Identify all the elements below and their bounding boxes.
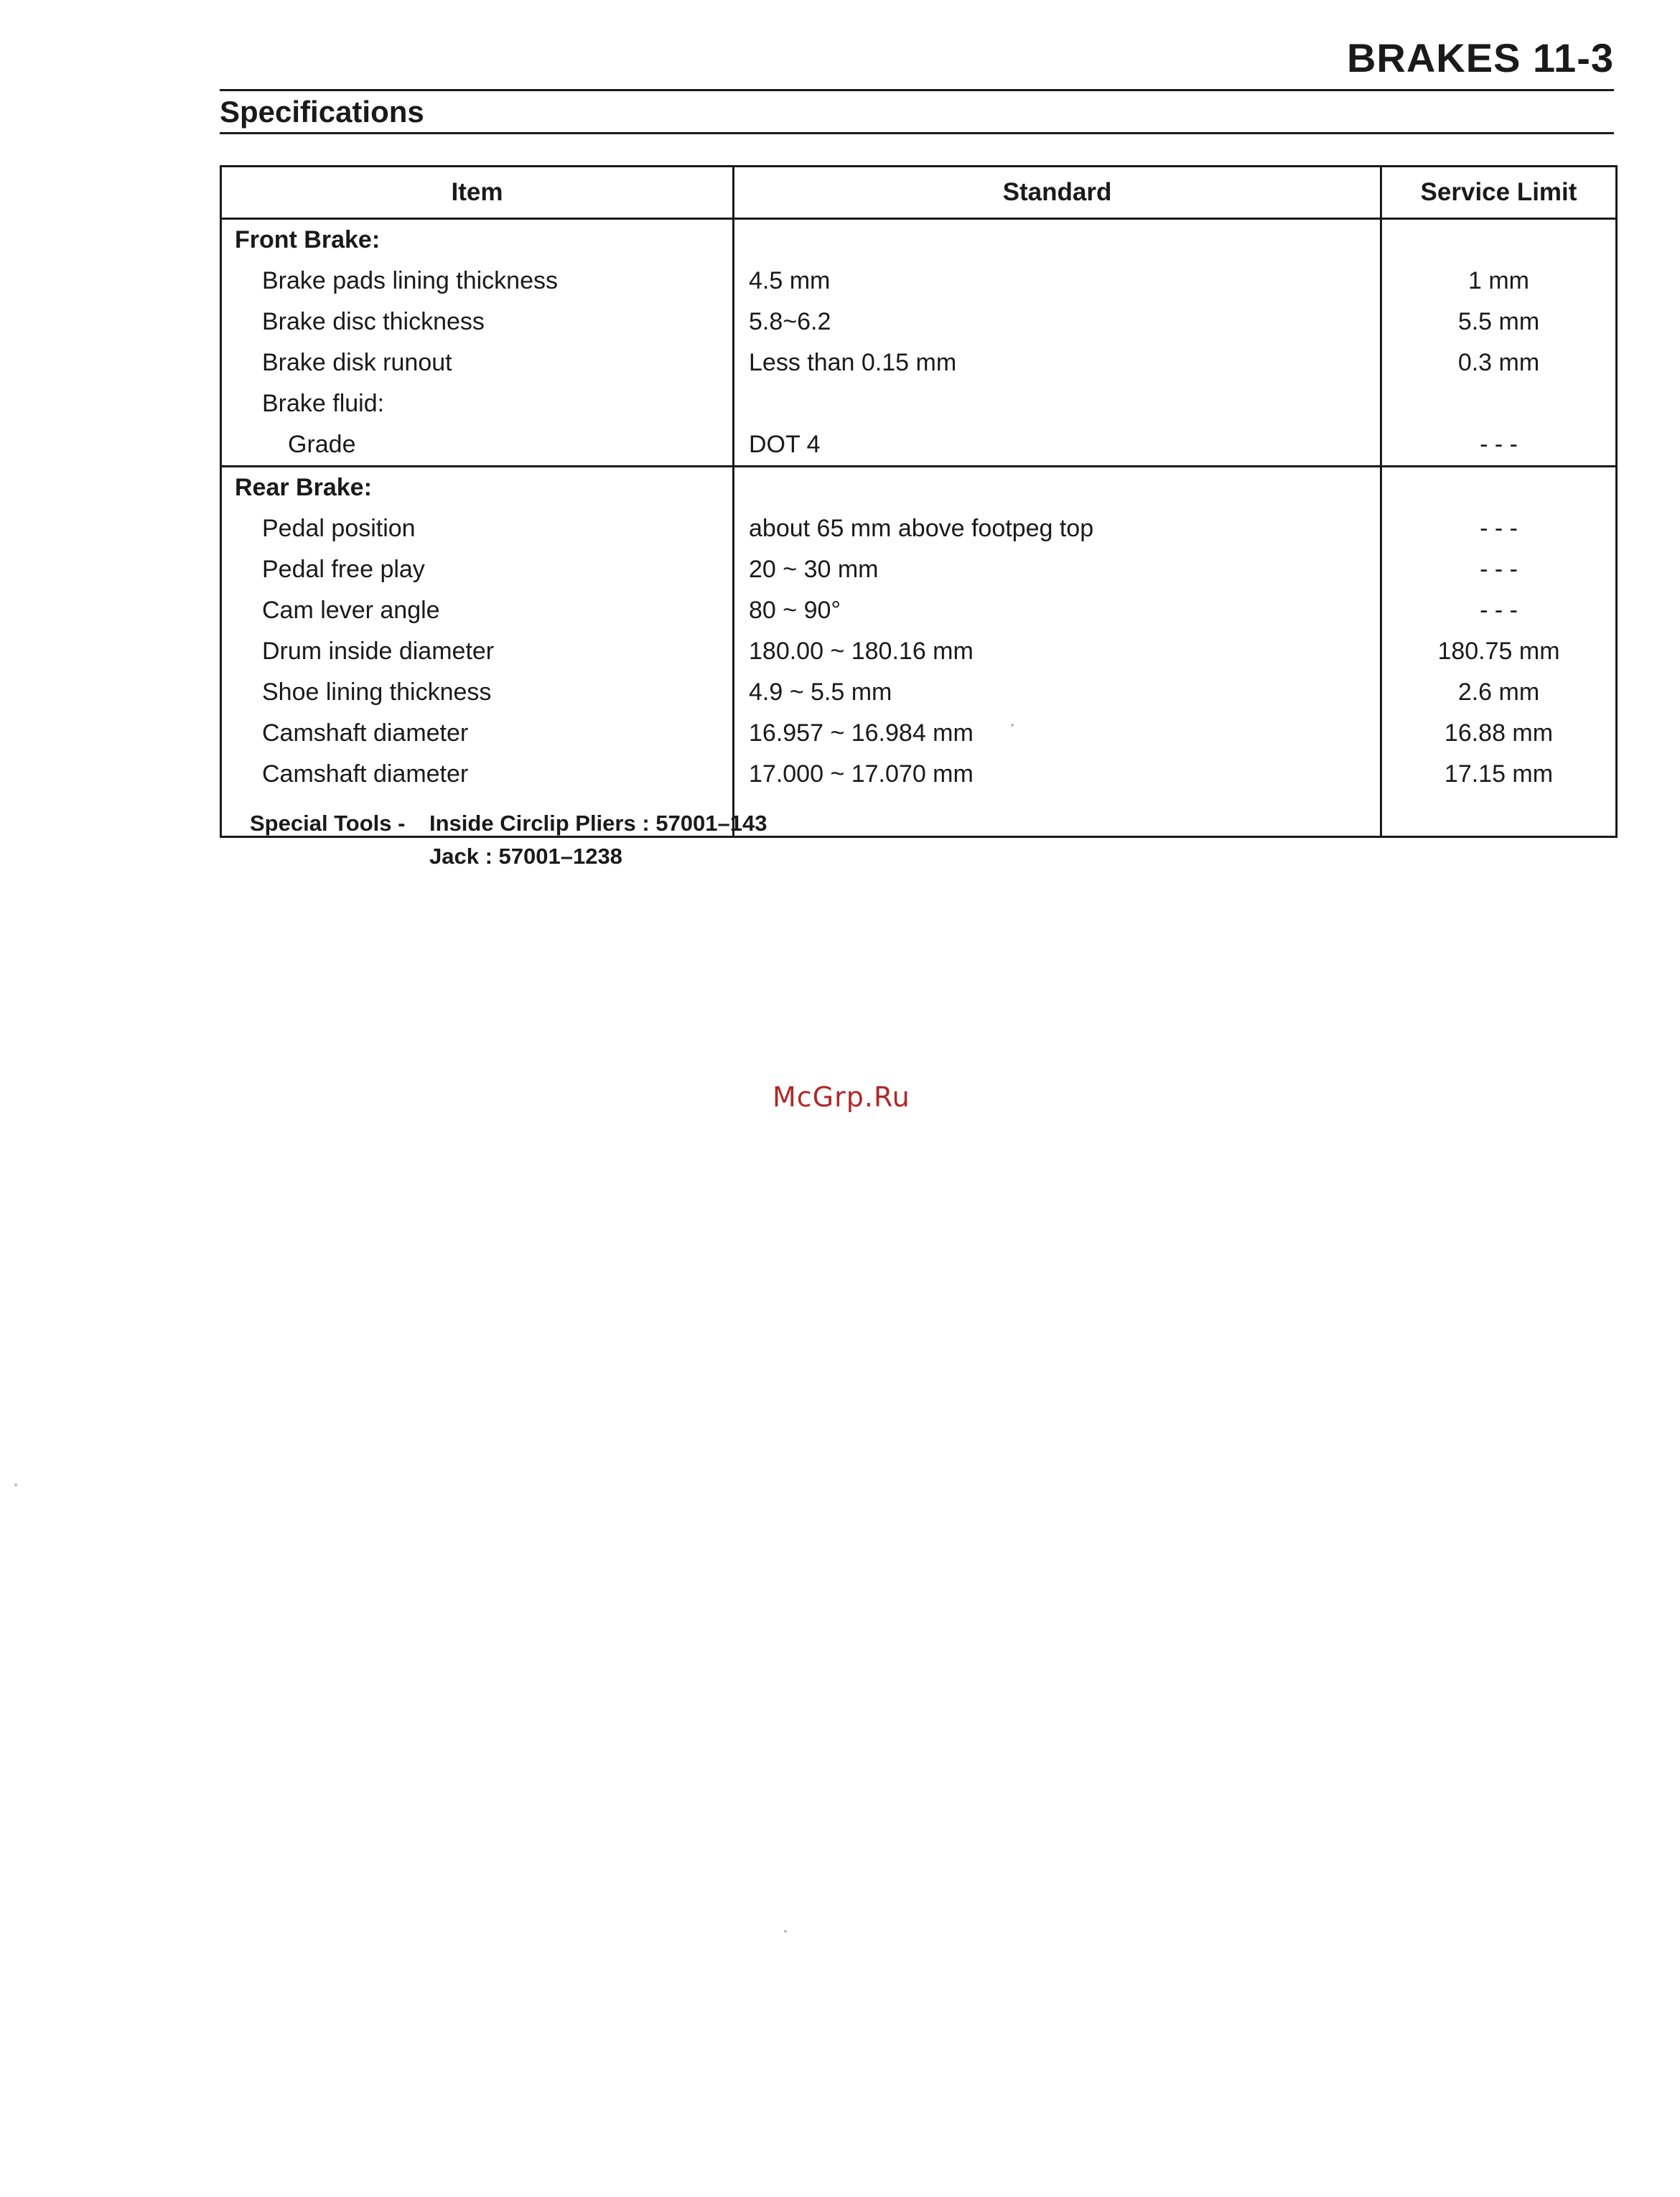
scan-speck <box>14 1483 17 1486</box>
row-standard: 17.000 ~ 17.070 mm <box>734 754 1381 795</box>
row-standard: about 65 mm above footpeg top <box>734 508 1381 549</box>
group-title-rear-brake: Rear Brake: <box>221 467 734 509</box>
row-item: Pedal free play <box>221 549 734 590</box>
row-service-limit: - - - <box>1381 590 1617 631</box>
row-standard: 5.8~6.2 <box>734 302 1381 342</box>
group-title-front-brake: Front Brake: <box>221 219 734 261</box>
table-row <box>221 261 1617 302</box>
table-row <box>221 672 1617 713</box>
table-row <box>221 302 1617 342</box>
row-item: Camshaft diameter <box>221 713 734 754</box>
row-standard: 16.957 ~ 16.984 mm <box>734 713 1381 754</box>
row-service-limit <box>1381 795 1617 837</box>
row-service-limit: 5.5 mm <box>1381 302 1617 342</box>
row-item: Brake pads lining thickness <box>221 261 734 302</box>
row-standard: DOT 4 <box>734 424 1381 467</box>
table-row <box>221 631 1617 672</box>
row-service-limit: 1 mm <box>1381 261 1617 302</box>
row-service-limit: - - - <box>1381 424 1617 467</box>
special-tools-note <box>250 807 767 873</box>
table-header-row <box>221 167 1617 219</box>
table-row <box>221 713 1617 754</box>
column-header-standard: Standard <box>734 167 1381 219</box>
scan-speck <box>784 1930 787 1933</box>
section-title: Specifications <box>220 95 424 129</box>
special-tool-item: Jack : 57001–1238 <box>429 844 622 869</box>
row-service-limit: - - - <box>1381 508 1617 549</box>
row-service-limit: 180.75 mm <box>1381 631 1617 672</box>
special-tools-line <box>250 807 767 840</box>
row-item: Drum inside diameter <box>221 631 734 672</box>
row-item: Cam lever angle <box>221 590 734 631</box>
table-row <box>221 383 1617 424</box>
row-standard: 180.00 ~ 180.16 mm <box>734 631 1381 672</box>
row-item: Shoe lining thickness <box>221 672 734 713</box>
column-header-service-limit: Service Limit <box>1381 167 1617 219</box>
row-service-limit <box>1381 383 1617 424</box>
section-rule <box>220 132 1614 134</box>
special-tools-label: Special Tools - <box>250 811 406 836</box>
page-header-title: BRAKES 11-3 <box>1346 35 1614 80</box>
header-rule <box>220 89 1614 91</box>
row-item: Brake disk runout <box>221 342 734 383</box>
table-row <box>221 549 1617 590</box>
column-header-item: Item <box>221 167 734 219</box>
row-standard <box>734 795 1381 837</box>
row-service-limit: 2.6 mm <box>1381 672 1617 713</box>
row-item: Grade <box>221 424 734 467</box>
row-service-limit: 0.3 mm <box>1381 342 1617 383</box>
row-service-limit: - - - <box>1381 549 1617 590</box>
table-row <box>221 424 1617 467</box>
table-group-header <box>221 467 1617 509</box>
scan-speck <box>1011 724 1014 727</box>
row-standard <box>734 383 1381 424</box>
table-group-header <box>221 219 1617 261</box>
table-row <box>221 508 1617 549</box>
row-standard: 80 ~ 90° <box>734 590 1381 631</box>
row-standard: 20 ~ 30 mm <box>734 549 1381 590</box>
row-standard: 4.9 ~ 5.5 mm <box>734 672 1381 713</box>
row-item: Brake disc thickness <box>221 302 734 342</box>
row-service-limit: 16.88 mm <box>1381 713 1617 754</box>
row-item: Camshaft diameter <box>221 754 734 795</box>
special-tools-line <box>250 840 767 873</box>
row-item: Brake fluid: <box>221 383 734 424</box>
specifications-table <box>220 165 1618 838</box>
row-service-limit: 17.15 mm <box>1381 754 1617 795</box>
table-row <box>221 590 1617 631</box>
watermark: McGrp.Ru <box>773 1081 910 1113</box>
special-tool-item: Inside Circlip Pliers : 57001–143 <box>429 811 767 836</box>
row-standard: 4.5 mm <box>734 261 1381 302</box>
row-standard: Less than 0.15 mm <box>734 342 1381 383</box>
row-item: Pedal position <box>221 508 734 549</box>
table-row <box>221 342 1617 383</box>
table-row <box>221 754 1617 795</box>
